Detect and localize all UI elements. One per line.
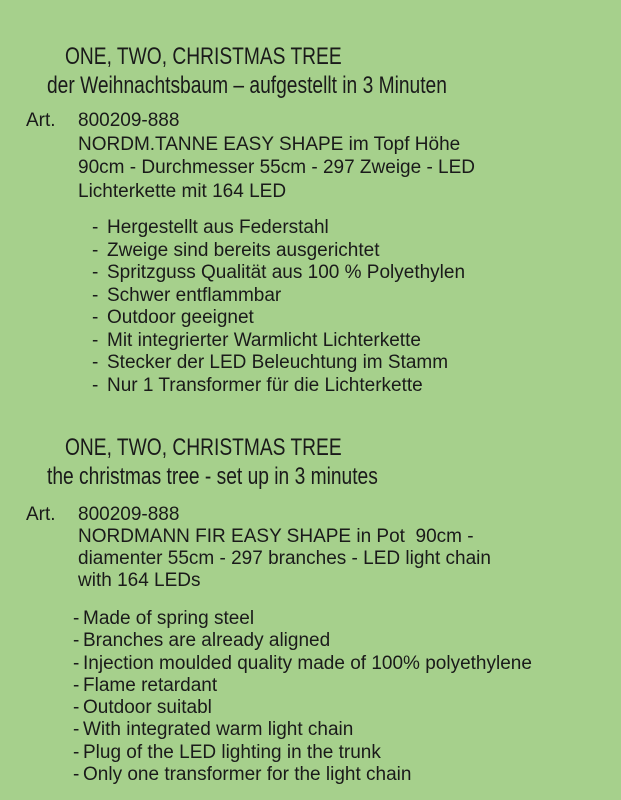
english-title-block (0, 433, 621, 491)
bullet-text: Made of spring steel (83, 608, 255, 629)
bullet-item (92, 240, 612, 263)
english-description-line: diamenter 55cm - 297 branches - LED light chain (78, 548, 491, 569)
bullet-text: Only one transformer for the light chain (83, 764, 412, 786)
bullet-dash: - (73, 764, 80, 786)
german-description (78, 133, 586, 204)
bullet-dash: - (73, 697, 80, 719)
english-title: ONE, TWO, CHRISTMAS TREE (65, 434, 342, 461)
english-description (78, 526, 586, 592)
bullet-item (92, 262, 612, 285)
german-title: ONE, TWO, CHRISTMAS TREE (65, 43, 342, 70)
bullet-text: Nur 1 Transformer für die Lichterkette (107, 374, 423, 396)
bullet-dash: - (92, 307, 99, 328)
bullet-item (73, 697, 613, 719)
bullet-dash: - (92, 374, 99, 396)
english-art-label: Art. (26, 504, 56, 525)
bullet-item (73, 719, 613, 741)
bullet-text: Spritzguss Qualität aus 100 % Polyethylen (107, 262, 466, 283)
bullet-text: Zweige sind bereits ausgerichtet (107, 239, 380, 261)
english-bullet-list (73, 608, 613, 786)
german-article-block (26, 109, 586, 203)
bullet-dash: - (73, 630, 80, 652)
bullet-text: Stecker der LED Beleuchtung im Stamm (107, 352, 449, 373)
bullet-dash: - (92, 329, 99, 351)
english-subtitle: the christmas tree - set up in 3 minutes (47, 463, 378, 490)
bullet-text: Outdoor suitabl (83, 697, 212, 719)
bullet-text: Flame retardant (83, 674, 218, 696)
bullet-dash: - (92, 217, 99, 238)
bullet-dash: - (92, 352, 99, 373)
bullet-item (73, 675, 613, 697)
bullet-item (73, 742, 613, 764)
bullet-item (92, 375, 612, 398)
german-description-line: 90cm - Durchmesser 55cm - 297 Zweige - LED (78, 157, 476, 178)
bullet-item (92, 330, 612, 353)
english-description-line: NORDMANN FIR EASY SHAPE in Pot 90cm - (78, 526, 474, 547)
german-bullet-list (92, 217, 612, 397)
bullet-text: Plug of the LED lighting in the trunk (83, 741, 381, 763)
bullet-item (73, 653, 613, 675)
bullet-text: Outdoor geeignet (107, 307, 254, 328)
english-art-number: 800209-888 (78, 504, 180, 525)
english-article-row (26, 504, 586, 526)
bullet-dash: - (92, 284, 99, 306)
bullet-dash: - (73, 608, 80, 629)
bullet-text: Schwer entflammbar (107, 284, 282, 306)
german-article-row (26, 109, 586, 133)
german-title-block (0, 42, 621, 100)
bullet-item (92, 307, 612, 330)
german-subtitle: der Weihnachtsbaum – aufgestellt in 3 Minuten (47, 72, 447, 99)
bullet-dash: - (73, 719, 80, 741)
bullet-dash: - (92, 262, 99, 283)
german-art-label: Art. (26, 110, 56, 131)
bullet-item (73, 764, 613, 786)
bullet-text: Injection moulded quality made of 100% polyethylene (83, 652, 532, 674)
bullet-item (73, 630, 613, 652)
bullet-text: With integrated warm light chain (83, 719, 354, 741)
bullet-item (92, 217, 612, 240)
german-art-number: 800209-888 (78, 110, 180, 131)
german-description-line: NORDM.TANNE EASY SHAPE im Topf Höhe (78, 133, 461, 155)
bullet-dash: - (73, 674, 80, 696)
bullet-text: Hergestellt aus Federstahl (107, 217, 329, 238)
bullet-text: Mit integrierter Warmlicht Lichterkette (107, 329, 421, 351)
bullet-item (92, 352, 612, 375)
english-article-block (26, 504, 586, 592)
bullet-dash: - (73, 652, 80, 674)
english-description-line: with 164 LEDs (78, 570, 201, 591)
bullet-item (73, 608, 613, 630)
bullet-item (92, 285, 612, 308)
bullet-dash: - (92, 239, 99, 261)
german-description-line: Lichterkette mit 164 LED (78, 180, 287, 202)
bullet-text: Branches are already aligned (83, 630, 331, 652)
bullet-dash: - (73, 741, 80, 763)
